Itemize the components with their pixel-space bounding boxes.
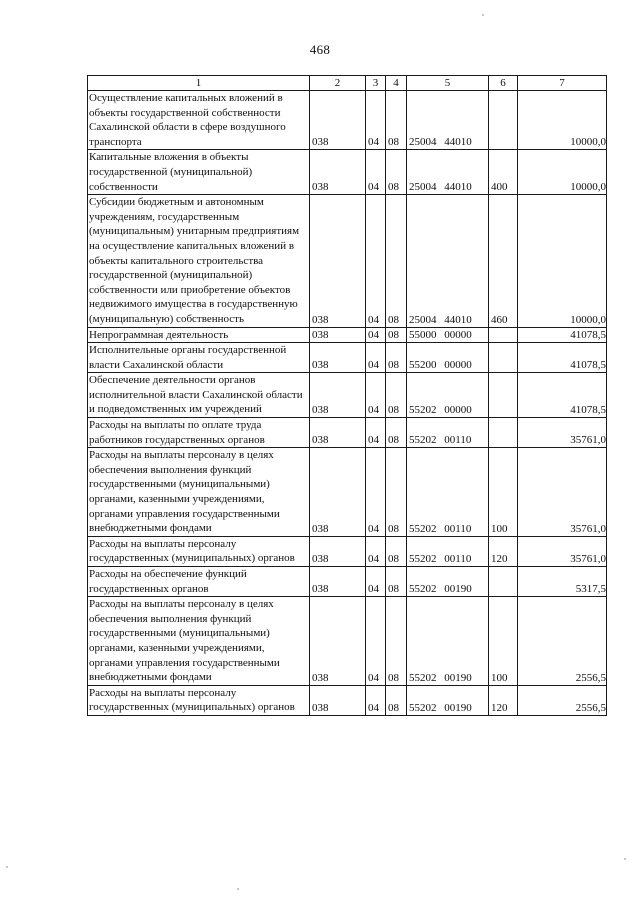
subsection-code: 08 [386,685,407,715]
section-code: 04 [366,448,386,537]
amount: 41078,5 [518,343,607,373]
table-row [88,195,607,327]
expense-type-code: 460 [489,195,518,327]
amount: 2556,5 [518,685,607,715]
table-row [88,567,607,597]
subsection-code: 08 [386,195,407,327]
ministry-code: 038 [310,448,366,537]
target-article-code: 55202 00110 [407,536,489,566]
scan-speck [6,866,8,868]
target-article-code: 55202 00110 [407,448,489,537]
table-row [88,373,607,418]
section-code: 04 [366,597,386,686]
column-header-2: 2 [310,76,366,91]
subsection-code: 08 [386,150,407,195]
expense-type-code: 400 [489,150,518,195]
table-row [88,327,607,343]
scan-speck [624,858,626,860]
table-row [88,448,607,537]
expense-type-code: 100 [489,597,518,686]
amount: 35761,0 [518,418,607,448]
subsection-code: 08 [386,91,407,150]
subsection-code: 08 [386,597,407,686]
column-header-4: 4 [386,76,407,91]
subsection-code: 08 [386,536,407,566]
expense-type-code [489,91,518,150]
expense-type-code: 120 [489,536,518,566]
column-header-6: 6 [489,76,518,91]
expense-type-code [489,567,518,597]
ministry-code: 038 [310,91,366,150]
section-code: 04 [366,91,386,150]
expense-type-code: 120 [489,685,518,715]
row-name: Исполнительные органы государственной власти Сахалинской области [88,343,310,373]
target-article-code: 25004 44010 [407,195,489,327]
row-name: Расходы на выплаты персоналу в целях обеспечения выполнения функций государственными (муниципальными) органами, казенными учреждениями, органами управления государственными внебюджетными фондами [88,448,310,537]
row-name: Расходы на обеспечение функций государственных органов [88,567,310,597]
expense-type-code [489,373,518,418]
amount: 10000,0 [518,91,607,150]
table-row [88,91,607,150]
column-header-5: 5 [407,76,489,91]
section-code: 04 [366,536,386,566]
budget-table [87,75,607,716]
expense-type-code [489,418,518,448]
section-code: 04 [366,327,386,343]
column-header-3: 3 [366,76,386,91]
ministry-code: 038 [310,685,366,715]
row-name: Расходы на выплаты персоналу в целях обеспечения выполнения функций государственными (муниципальными) органами, казенными учреждениями, органами управления государственными внебюджетными фондами [88,597,310,686]
target-article-code: 55200 00000 [407,343,489,373]
column-header-1: 1 [88,76,310,91]
row-name: Капитальные вложения в объекты государственной (муниципальной) собственности [88,150,310,195]
subsection-code: 08 [386,373,407,418]
amount: 35761,0 [518,536,607,566]
target-article-code: 55202 00000 [407,373,489,418]
target-article-code: 25004 44010 [407,150,489,195]
expense-type-code [489,327,518,343]
column-header-7: 7 [518,76,607,91]
table-row [88,150,607,195]
amount: 41078,5 [518,373,607,418]
subsection-code: 08 [386,418,407,448]
section-code: 04 [366,373,386,418]
scan-speck [482,14,484,16]
row-name: Непрограммная деятельность [88,327,310,343]
ministry-code: 038 [310,567,366,597]
amount: 35761,0 [518,448,607,537]
row-name: Расходы на выплаты по оплате труда работников государственных органов [88,418,310,448]
target-article-code: 55202 00190 [407,685,489,715]
expense-type-code: 100 [489,448,518,537]
target-article-code: 55202 00190 [407,567,489,597]
subsection-code: 08 [386,448,407,537]
ministry-code: 038 [310,195,366,327]
section-code: 04 [366,343,386,373]
table-row [88,597,607,686]
table-row [88,418,607,448]
subsection-code: 08 [386,327,407,343]
ministry-code: 038 [310,418,366,448]
subsection-code: 08 [386,343,407,373]
ministry-code: 038 [310,343,366,373]
ministry-code: 038 [310,597,366,686]
table-row [88,536,607,566]
target-article-code: 55202 00110 [407,418,489,448]
ministry-code: 038 [310,536,366,566]
ministry-code: 038 [310,373,366,418]
header-row [88,76,607,91]
section-code: 04 [366,418,386,448]
amount: 10000,0 [518,195,607,327]
section-code: 04 [366,685,386,715]
target-article-code: 25004 44010 [407,91,489,150]
row-name: Осуществление капитальных вложений в объекты государственной собственности Сахалинской области в сфере воздушного транспорта [88,91,310,150]
row-name: Субсидии бюджетным и автономным учреждениям, государственным (муниципальным) унитарным предприятиям на осуществление капитальных вложений в объекты капитального строительства государственной (муниципальной) собственности или приобретение объектов недвижимого имущества в государственную (муниципальную) собственность [88,195,310,327]
amount: 5317,5 [518,567,607,597]
ministry-code: 038 [310,150,366,195]
row-name: Расходы на выплаты персоналу государственных (муниципальных) органов [88,536,310,566]
page-number: 468 [309,42,331,57]
amount: 41078,5 [518,327,607,343]
section-code: 04 [366,567,386,597]
target-article-code: 55000 00000 [407,327,489,343]
target-article-code: 55202 00190 [407,597,489,686]
expense-type-code [489,343,518,373]
row-name: Расходы на выплаты персоналу государственных (муниципальных) органов [88,685,310,715]
scan-speck [237,888,239,890]
section-code: 04 [366,150,386,195]
row-name: Обеспечение деятельности органов исполнительной власти Сахалинской области и подведомственных им учреждений [88,373,310,418]
subsection-code: 08 [386,567,407,597]
amount: 2556,5 [518,597,607,686]
table-row [88,685,607,715]
section-code: 04 [366,195,386,327]
table-row [88,343,607,373]
ministry-code: 038 [310,327,366,343]
amount: 10000,0 [518,150,607,195]
